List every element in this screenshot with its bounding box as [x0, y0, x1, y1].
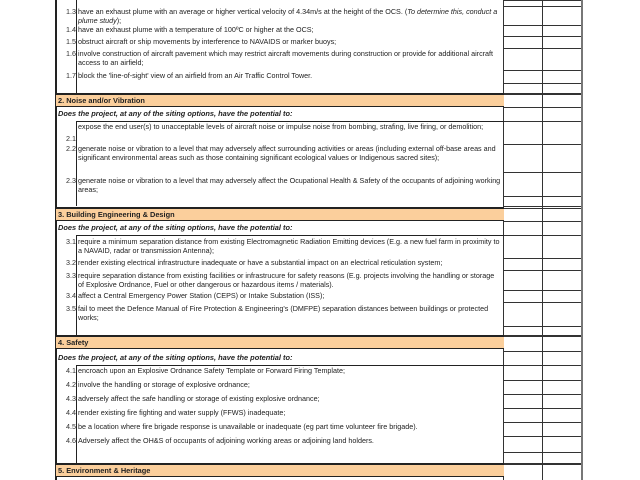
answer-cells [504, 0, 581, 480]
item-text: generate noise or vibration to a level that may adversely affect surrounding activities or areas (including external off-base areas and significant environmental areas such as those containing significant ecological values or Indigenous sacred sites); [78, 144, 496, 162]
item-number: 3.3 [66, 271, 76, 280]
checklist-item-1.5 [56, 37, 504, 48]
item-text: render existing fire fighting and water supply (FFWS) inadequate; [78, 408, 286, 417]
item-number: 3.5 [66, 304, 76, 313]
checklist-item-4.5 [56, 422, 504, 434]
section-divider [56, 207, 504, 208]
checklist-item-2.2 [56, 144, 504, 172]
checklist-item-3.3 [56, 271, 504, 291]
checklist-item-4.4 [56, 408, 504, 420]
item-number: 4.5 [66, 422, 76, 431]
section-question: Does the project, at any of the siting options, have the potential to: [58, 223, 293, 232]
item-text-tail: ); [116, 16, 122, 25]
section-divider [56, 463, 504, 464]
section-header-2: 2. Noise and/or Vibration [56, 94, 504, 107]
checklist-item-1.3 [56, 7, 504, 25]
item-text [78, 7, 502, 25]
checklist-item-4.3 [56, 394, 504, 406]
section-divider [56, 335, 504, 336]
item-text-part: have an exhaust plume with an average or higher vertical velocity of 4.34m/s at the height of the OCS. ( [78, 7, 408, 16]
answer-column-divider [581, 0, 583, 480]
item-text: involve construction of aircraft pavement which may restrict aircraft movements during construction or provide for additional aircraft access to an airfield; [78, 49, 494, 67]
answer-no-column[interactable] [542, 0, 580, 480]
checklist-item-2.3 [56, 176, 504, 198]
item-number: 2.2 [66, 144, 76, 153]
section-question: Does the project, at any of the siting options, have the potential to: [58, 109, 293, 118]
item-text: fail to meet the Defence Manual of Fire Protection & Engineering's (DMFPE) separation distances between buildings or protected works; [78, 304, 489, 322]
item-text: block the 'line-of-sight' view of an airfield from an Air Traffic Control Tower. [78, 71, 313, 80]
item-number: 4.2 [66, 380, 76, 389]
item-text: be a location where fire brigade response is unavailable or inadequate (eg part time volunteer fire brigade). [78, 422, 418, 431]
item-number: 4.6 [66, 436, 76, 445]
section-header-4: 4. Safety [56, 336, 504, 349]
item-number: 1.5 [66, 37, 76, 46]
item-number: 1.6 [66, 49, 76, 58]
item-number: 2.1 [66, 134, 76, 143]
item-text: affect a Central Emergency Power Station (CEPS) or Intake Substation (ISS); [78, 291, 325, 300]
item-number: 1.7 [66, 71, 76, 80]
answer-yes-column[interactable] [504, 0, 542, 480]
section-header-3: 3. Building Engineering & Design [56, 208, 504, 221]
item-text: Adversely affect the OH&S of occupants of adjoining working areas or adjoining land holders. [78, 436, 374, 445]
item-text: encroach upon an Explosive Ordnance Safety Template or Forward Firing Template; [78, 366, 346, 375]
checklist-item-3.4 [56, 291, 504, 302]
item-text: involve the handling or storage of explosive ordnance; [78, 380, 250, 389]
checklist-item-4.6 [56, 436, 504, 448]
item-number: 3.2 [66, 258, 76, 267]
item-text: generate noise or vibration to a level that may adversely affect the Ocupational Health & Safety of the occupants of adjoining working areas; [78, 176, 501, 194]
checklist-item-1.7 [56, 71, 504, 82]
checklist-item-1.6 [56, 49, 504, 69]
item-number: 1.3 [66, 7, 76, 16]
item-number: 4.1 [66, 366, 76, 375]
item-number: 3.1 [66, 237, 76, 246]
section-header-5: 5. Environment & Heritage [56, 464, 504, 477]
item-number: 4.3 [66, 394, 76, 403]
item-text: render existing electrical infrastructure inadequate or have a substantial impact on an electrical reticulation system; [78, 258, 443, 267]
section-question: Does the project, at any of the siting options, have the potential to: [58, 353, 293, 362]
item-text: require separation distance from existing facilities or infrastrucure for safety reasons (E.g. projects involving the handling or storage of Explosive Ordnance, Fuel or other dangerous or hazardous items / materials). [78, 271, 495, 289]
item-number: 3.4 [66, 291, 76, 300]
checklist-item-3.5 [56, 304, 504, 324]
section-divider [56, 93, 504, 94]
checklist-item-3.2 [56, 258, 504, 269]
checklist-item-3.1 [56, 237, 504, 257]
checklist-item-2.1 [56, 122, 504, 144]
item-text: have an exhaust plume with a temperature of 100ºC or higher at the OCS; [78, 25, 314, 34]
item-text: require a minimum separation distance from existing Electromagnetic Radiation Emitting devices (E.g. a new fuel farm in proximity to a NAVAID, radar or transmission Antenna); [78, 237, 500, 255]
item-text: obstruct aircraft or ship movements by interference to NAVAIDS or marker buoys; [78, 37, 337, 46]
item-text: adversely affect the safe handling or storage of existing explosive ordnance; [78, 394, 320, 403]
checklist-item-1.4 [56, 25, 504, 36]
item-text: expose the end user(s) to unacceptable levels of aircraft noise or impulse noise from bombing, strafing, live firing, or demolition; [78, 122, 484, 131]
item-number: 1.4 [66, 25, 76, 34]
item-text-italic: To determine this, conduct a plume study [78, 7, 498, 25]
checklist-item-4.2 [56, 380, 504, 392]
item-number: 2.3 [66, 176, 76, 185]
checklist-item-4.1 [56, 366, 504, 378]
item-number: 4.4 [66, 408, 76, 417]
